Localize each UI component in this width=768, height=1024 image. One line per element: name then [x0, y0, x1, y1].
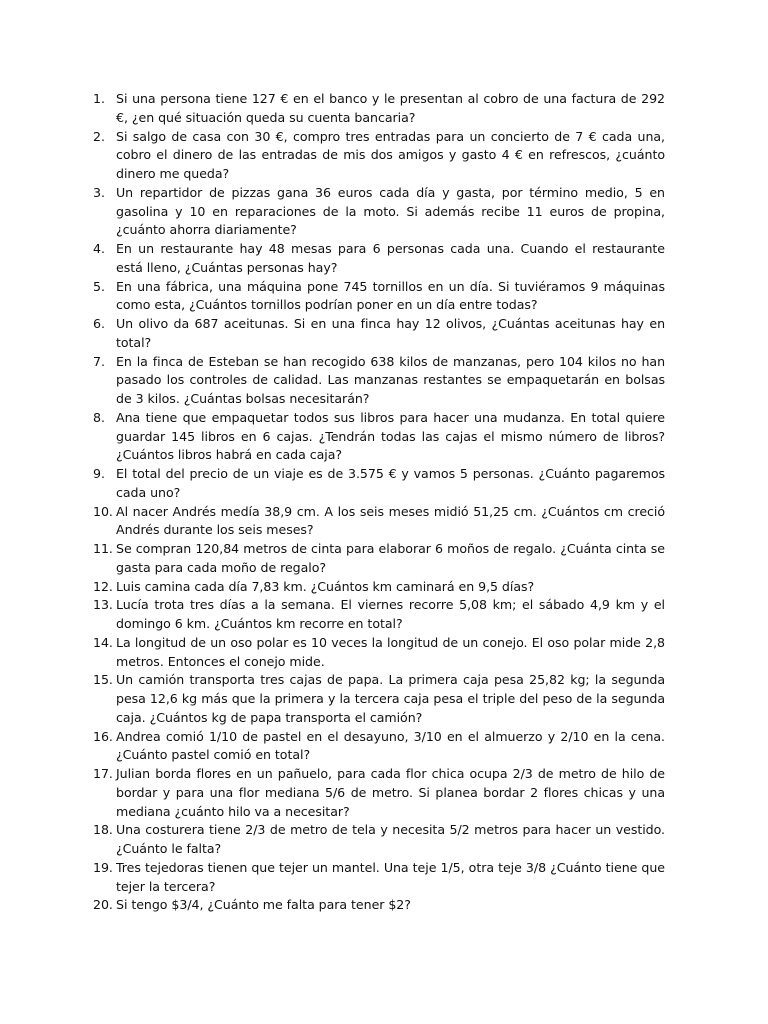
- problem-item: [93, 671, 665, 727]
- problem-item: [93, 634, 665, 672]
- problem-text: La longitud de un oso polar es 10 veces la longitud de un conejo. El oso polar mide 2,8 metros. Entonces el conejo mide.: [116, 634, 665, 669]
- problem-text: Un camión transporta tres cajas de papa. La primera caja pesa 25,82 kg; la segunda pesa 12,6 kg más que la primera y la tercera caja pesa el triple del peso de la segunda caja. ¿Cuántos kg de papa transporta el camión?: [116, 672, 665, 725]
- problem-text: En la finca de Esteban se han recogido 638 kilos de manzanas, pero 104 kilos no han pasado los controles de calidad. Las manzanas restantes se empaquetarán en bolsas de 3 kilos. ¿Cuántas bolsas necesitarán?: [116, 353, 665, 406]
- problem-text: Al nacer Andrés medía 38,9 cm. A los seis meses midió 51,25 cm. ¿Cuántos cm creció Andrés durante los seis meses?: [116, 503, 665, 538]
- problem-number: 17.: [93, 766, 113, 781]
- problem-item: [93, 90, 665, 128]
- problem-item: [93, 596, 665, 634]
- problem-item: [93, 240, 665, 278]
- problem-number: 2.: [93, 128, 105, 144]
- problem-text: Un repartidor de pizzas gana 36 euros cada día y gasta, por término medio, 5 en gasolina y 10 en reparaciones de la moto. Si además recibe 11 euros de propina, ¿cuánto ahorra diariamente?: [116, 184, 665, 238]
- problem-text: Julian borda flores en un pañuelo, para cada flor chica ocupa 2/3 de metro de hilo de bordar y para una flor mediana 5/6 de metro. Si planea bordar 2 flores chicas y una mediana ¿cuánto hilo va a necesitar?: [116, 766, 665, 819]
- problem-text: Se compran 120,84 metros de cinta para elaborar 6 moños de regalo. ¿Cuánta cinta se gasta para cada moño de regalo?: [116, 541, 665, 575]
- problem-number: 12.: [93, 578, 113, 594]
- problem-text: Tres tejedoras tienen que tejer un mantel. Una teje 1/5, otra teje 3/8 ¿Cuánto tiene que tejer la tercera?: [116, 859, 665, 894]
- problem-number: 19.: [93, 859, 113, 875]
- problem-item: [93, 859, 665, 897]
- problem-item: [93, 278, 665, 316]
- problem-number: 15.: [93, 672, 113, 688]
- problem-item: [93, 184, 665, 240]
- problem-item: [93, 315, 665, 353]
- problem-item: [93, 896, 665, 915]
- problem-number: 11.: [93, 541, 113, 556]
- problem-text: En un restaurante hay 48 mesas para 6 personas cada una. Cuando el restaurante está lleno, ¿Cuántas personas hay?: [116, 241, 665, 275]
- problem-text: Una costurera tiene 2/3 de metro de tela y necesita 5/2 metros para hacer un vestido. ¿Cuánto le falta?: [116, 822, 665, 856]
- problem-text: El total del precio de un viaje es de 3.575 € y vamos 5 personas. ¿Cuánto pagaremos cada uno?: [116, 466, 665, 500]
- problem-item: [93, 765, 665, 821]
- problem-text: En una fábrica, una máquina pone 745 tornillos en un día. Si tuviéramos 9 máquinas como esta, ¿Cuántos tornillos podrían poner en un día entre todas?: [116, 278, 665, 313]
- problem-text: Andrea comió 1/10 de pastel en el desayuno, 3/10 en el almuerzo y 2/10 en la cena. ¿Cuánto pastel comió en total?: [116, 728, 665, 763]
- problem-item: [93, 540, 665, 578]
- problem-text: Si salgo de casa con 30 €, compro tres entradas para un concierto de 7 € cada una, cobro el dinero de las entradas de mis dos amigos y gasto 4 € en refrescos, ¿cuánto dinero me queda?: [116, 128, 665, 181]
- problem-number: 10.: [93, 503, 113, 519]
- problem-item: [93, 409, 665, 465]
- problem-text: Si una persona tiene 127 € en el banco y le presentan al cobro de una factura de 292 €, ¿en qué situación queda su cuenta bancaria?: [116, 91, 665, 125]
- problem-number: 16.: [93, 728, 113, 744]
- problem-item: [93, 465, 665, 503]
- problem-number: 4.: [93, 241, 105, 256]
- problem-item: [93, 578, 665, 597]
- problem-number: 18.: [93, 822, 113, 838]
- problem-text: Ana tiene que empaquetar todos sus libros para hacer una mudanza. En total quiere guardar 145 libros en 6 cajas. ¿Tendrán todas las cajas el mismo número de libros? ¿Cuántos libros habrá en cada caja?: [116, 409, 665, 463]
- problem-number: 7.: [93, 353, 105, 369]
- problem-number: 8.: [93, 409, 105, 425]
- problem-number: 20.: [93, 897, 113, 913]
- problem-number: 13.: [93, 597, 113, 613]
- problem-number: 5.: [93, 278, 105, 294]
- problem-list: [93, 90, 665, 915]
- problem-number: 6.: [93, 316, 105, 331]
- problem-number: 1.: [93, 91, 105, 106]
- problem-item: [93, 353, 665, 409]
- problem-item: [93, 128, 665, 184]
- problem-item: [93, 503, 665, 541]
- problem-number: 3.: [93, 184, 105, 200]
- problem-number: 14.: [93, 634, 113, 650]
- problem-text: Si tengo $3/4, ¿Cuánto me falta para tener $2?: [116, 897, 411, 913]
- problem-text: Lucía trota tres días a la semana. El viernes recorre 5,08 km; el sábado 4,9 km y el domingo 6 km. ¿Cuántos km recorre en total?: [116, 597, 665, 631]
- problem-text: Un olivo da 687 aceitunas. Si en una finca hay 12 olivos, ¿Cuántas aceitunas hay en total?: [116, 316, 665, 350]
- problem-number: 9.: [93, 466, 105, 481]
- problem-item: [93, 821, 665, 859]
- problem-item: [93, 728, 665, 766]
- problem-text: Luis camina cada día 7,83 km. ¿Cuántos km caminará en 9,5 días?: [116, 578, 535, 594]
